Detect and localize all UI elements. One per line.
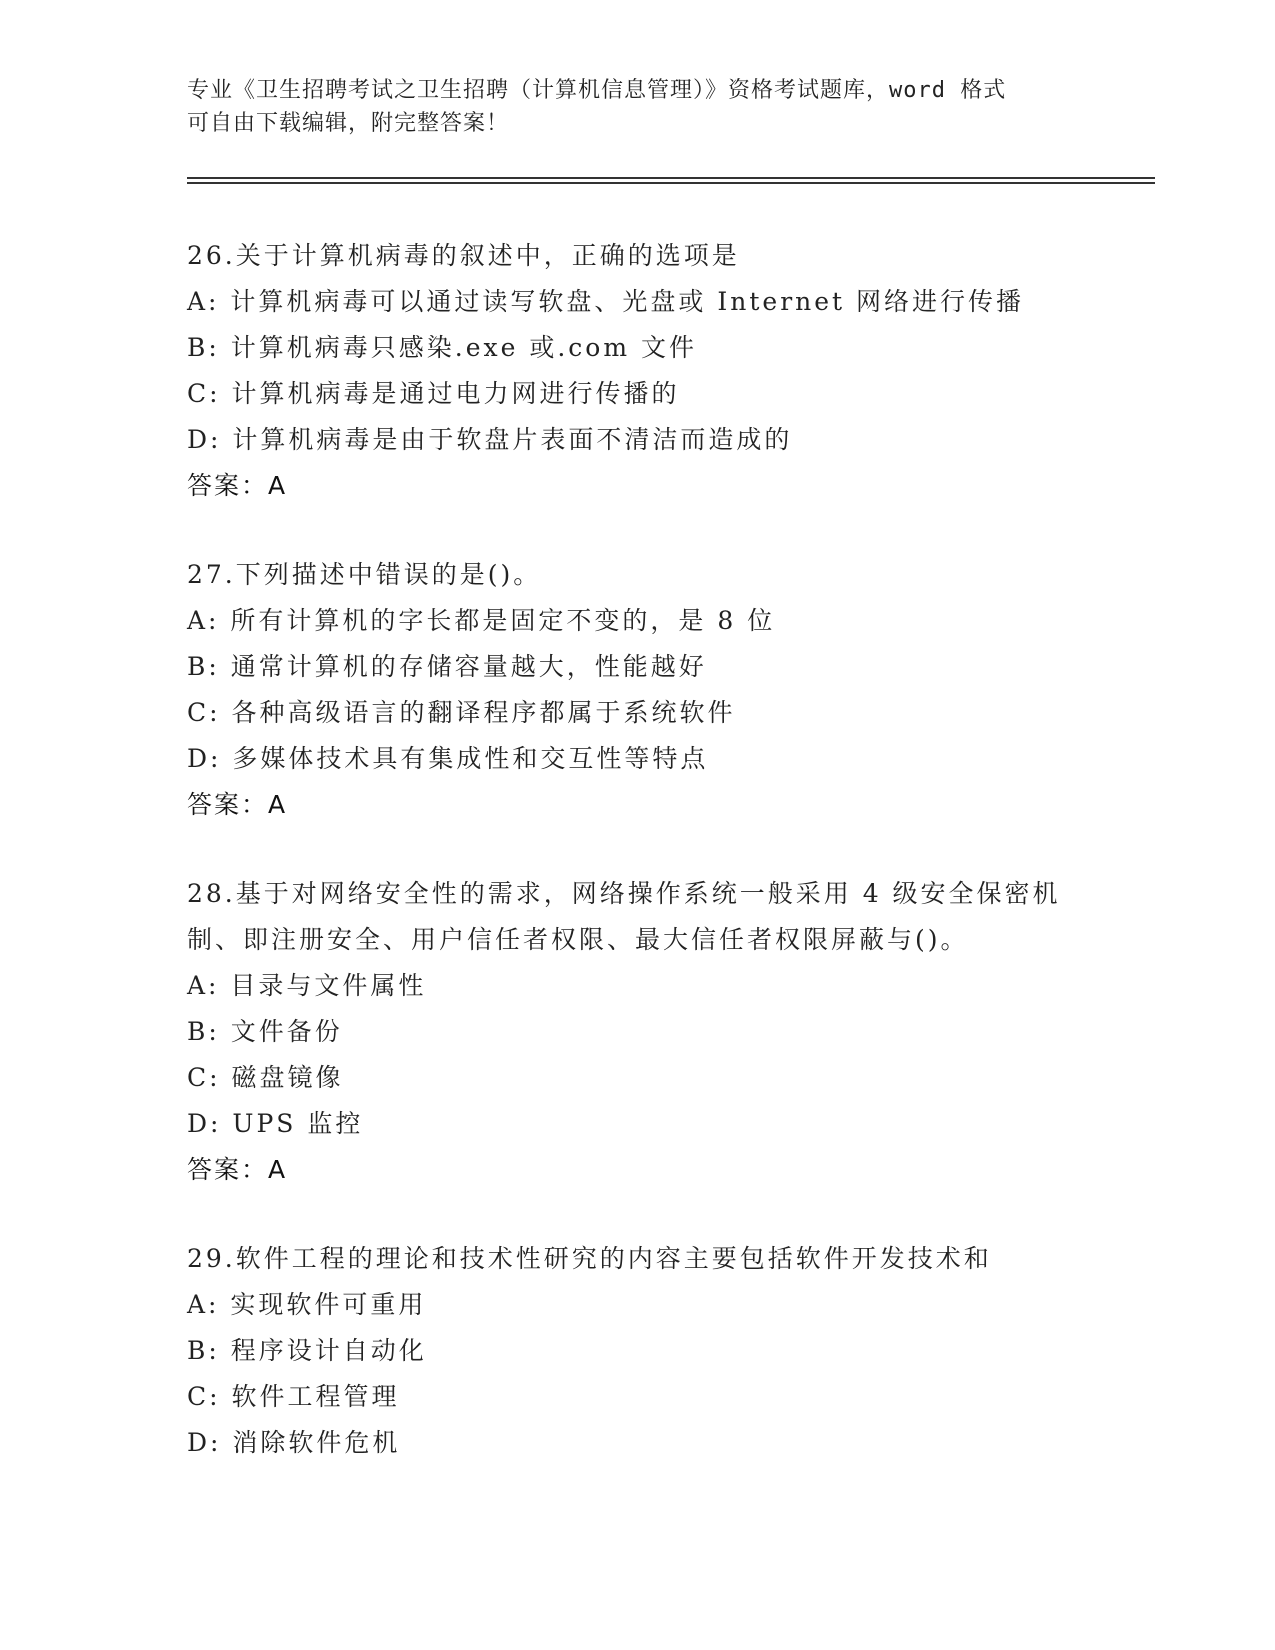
question-stem-continued: 制、即注册安全、用户信任者权限、最大信任者权限屏蔽与()。 [187,925,969,954]
option-a: A: 计算机病毒可以通过读写软盘、光盘或 Internet 网络进行传播 [187,287,1025,316]
answer-line: 答案：A [187,790,288,819]
question-27 [187,552,1087,828]
option-c: C: 计算机病毒是通过电力网进行传播的 [187,379,680,408]
option-c: C: 磁盘镜像 [187,1063,344,1092]
header-divider-top [187,177,1155,179]
option-b: B: 程序设计自动化 [187,1336,427,1365]
option-b: B: 通常计算机的存储容量越大，性能越好 [187,652,707,681]
question-stem: 29.软件工程的理论和技术性研究的内容主要包括软件开发技术和 [187,1244,992,1273]
header-line-2: 可自由下载编辑，附完整答案！ [187,111,510,136]
option-c: C: 软件工程管理 [187,1382,400,1411]
option-d: D: 消除软件危机 [187,1428,401,1457]
question-26 [187,233,1087,509]
option-b: B: 计算机病毒只感染.exe 或.com 文件 [187,333,697,362]
question-stem: 26.关于计算机病毒的叙述中，正确的选项是 [187,241,740,270]
document-header [187,74,1087,140]
question-stem: 28.基于对网络安全性的需求，网络操作系统一般采用 4 级安全保密机 [187,879,1061,908]
option-b: B: 文件备份 [187,1017,343,1046]
option-d: D: UPS 监控 [187,1109,364,1138]
answer-line: 答案：A [187,471,288,500]
question-stem: 27.下列描述中错误的是()。 [187,560,542,589]
option-c: C: 各种高级语言的翻译程序都属于系统软件 [187,698,736,727]
question-29 [187,1236,1087,1466]
header-divider-bottom [187,182,1155,184]
option-d: D: 计算机病毒是由于软盘片表面不清洁而造成的 [187,425,793,454]
answer-line: 答案：A [187,1155,288,1184]
option-a: A: 目录与文件属性 [187,971,427,1000]
option-a: A: 所有计算机的字长都是固定不变的，是 8 位 [187,606,776,635]
option-d: D: 多媒体技术具有集成性和交互性等特点 [187,744,709,773]
question-28 [187,871,1087,1193]
option-a: A: 实现软件可重用 [187,1290,427,1319]
header-line-1: 专业《卫生招聘考试之卫生招聘（计算机信息管理）》资格考试题库，word 格式 [187,78,1007,103]
